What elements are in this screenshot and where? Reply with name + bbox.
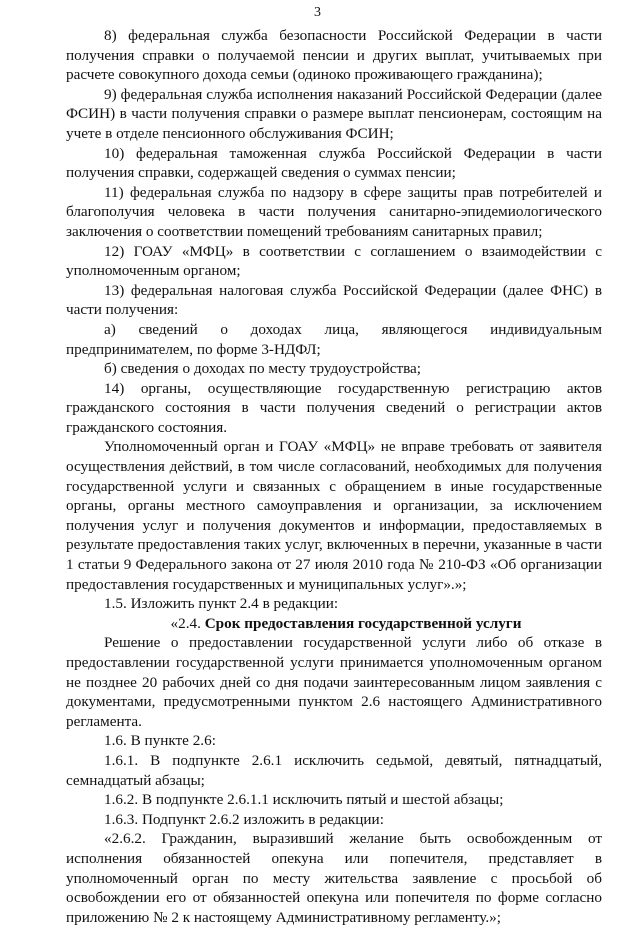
paragraph-term-decision: Решение о предоставлении государственной услуги либо об отказе в предоставлении государственной услуги принимается уполномоченным органом не позднее 20 рабочих дней со дня подачи заинтересованным лицом заявления с документами, предусмотренными пунктом 2.6 настоящего Административного регламента.: [66, 634, 602, 730]
document-body: [66, 26, 602, 927]
paragraph-item-9: 9) федеральная служба исполнения наказаний Российской Федерации (далее ФСИН) в части получения справки о размере выплат пенсионерам, состоящим на учете в отделе пенсионного обслуживания ФСИН;: [66, 85, 602, 142]
paragraph-subitem-b: б) сведения о доходах по месту трудоустройства;: [104, 360, 422, 378]
paragraph-2-6-2: «2.6.2. Гражданин, выразивший желание быть освобожденным от исполнения обязанностей опекуна или попечителя, представляет в уполномоченный орган по месту жительства заявление с просьбой об освобождении его от обязанностей опекуна или попечителя по форме согласно приложению № 2 к настоящему Административному регламенту.»;: [66, 830, 602, 926]
paragraph-subitem-a: а) сведений о доходах лица, являющегося индивидуальным предпринимателем, по форме 3-НДФЛ;: [66, 320, 602, 358]
heading-prefix: «2.4.: [170, 614, 205, 632]
paragraph-1-6-3: 1.6.3. Подпункт 2.6.2 изложить в редакции:: [104, 810, 384, 828]
paragraph-item-11: 11) федеральная служба по надзору в сфере защиты прав потребителей и благополучия человека в части получения санитарно-эпидемиологического заключения о соответствии помещений требованиям санитарных правил;: [66, 183, 602, 240]
page-number: 3: [314, 5, 321, 20]
paragraph-item-13: 13) федеральная налоговая служба Российской Федерации (далее ФНС) в части получения:: [66, 281, 602, 319]
paragraph-item-12: 12) ГОАУ «МФЦ» в соответствии с соглашением о взаимодействии с уполномоченным органом;: [66, 242, 602, 280]
paragraph-1-6: 1.6. В пункте 2.6:: [104, 732, 216, 750]
section-heading-2-4: [66, 614, 602, 634]
paragraph-item-10: 10) федеральная таможенная служба Российской Федерации в части получения справки, содержащей сведения о суммах пенсии;: [66, 144, 602, 182]
paragraph-1-6-1: 1.6.1. В подпункте 2.6.1 исключить седьмой, девятый, пятнадцатый, семнадцатый абзацы;: [66, 751, 602, 789]
paragraph-item-8: 8) федеральная служба безопасности Российской Федерации в части получения справки о получаемой пенсии и других выплат, учитываемых при расчете совокупного дохода семьи (одиноко проживающего гражданина);: [66, 27, 602, 84]
paragraph-restriction: Уполномоченный орган и ГОАУ «МФЦ» не вправе требовать от заявителя осуществления действий, в том числе согласований, необходимых для получения государственной услуги и связанных с обращением в иные государственные органы, органы местного самоуправления и организации, за исключением получения услуг и получения документов и информации, предоставляемых в результате предоставления таких услуг, включенных в перечни, указанные в части 1 статьи 9 Федерального закона от 27 июля 2010 года № 210-ФЗ «Об организации предоставления государственных и муниципальных услуг».»;: [66, 438, 602, 593]
heading-bold-text: Срок предоставления государственной услуги: [204, 614, 522, 632]
paragraph-item-14: 14) органы, осуществляющие государственную регистрацию актов гражданского состояния в части получения сведений о регистрации актов гражданского состояния.: [66, 379, 602, 436]
paragraph-1-5: 1.5. Изложить пункт 2.4 в редакции:: [104, 595, 339, 613]
paragraph-1-6-2: 1.6.2. В подпункте 2.6.1.1 исключить пятый и шестой абзацы;: [104, 791, 504, 809]
